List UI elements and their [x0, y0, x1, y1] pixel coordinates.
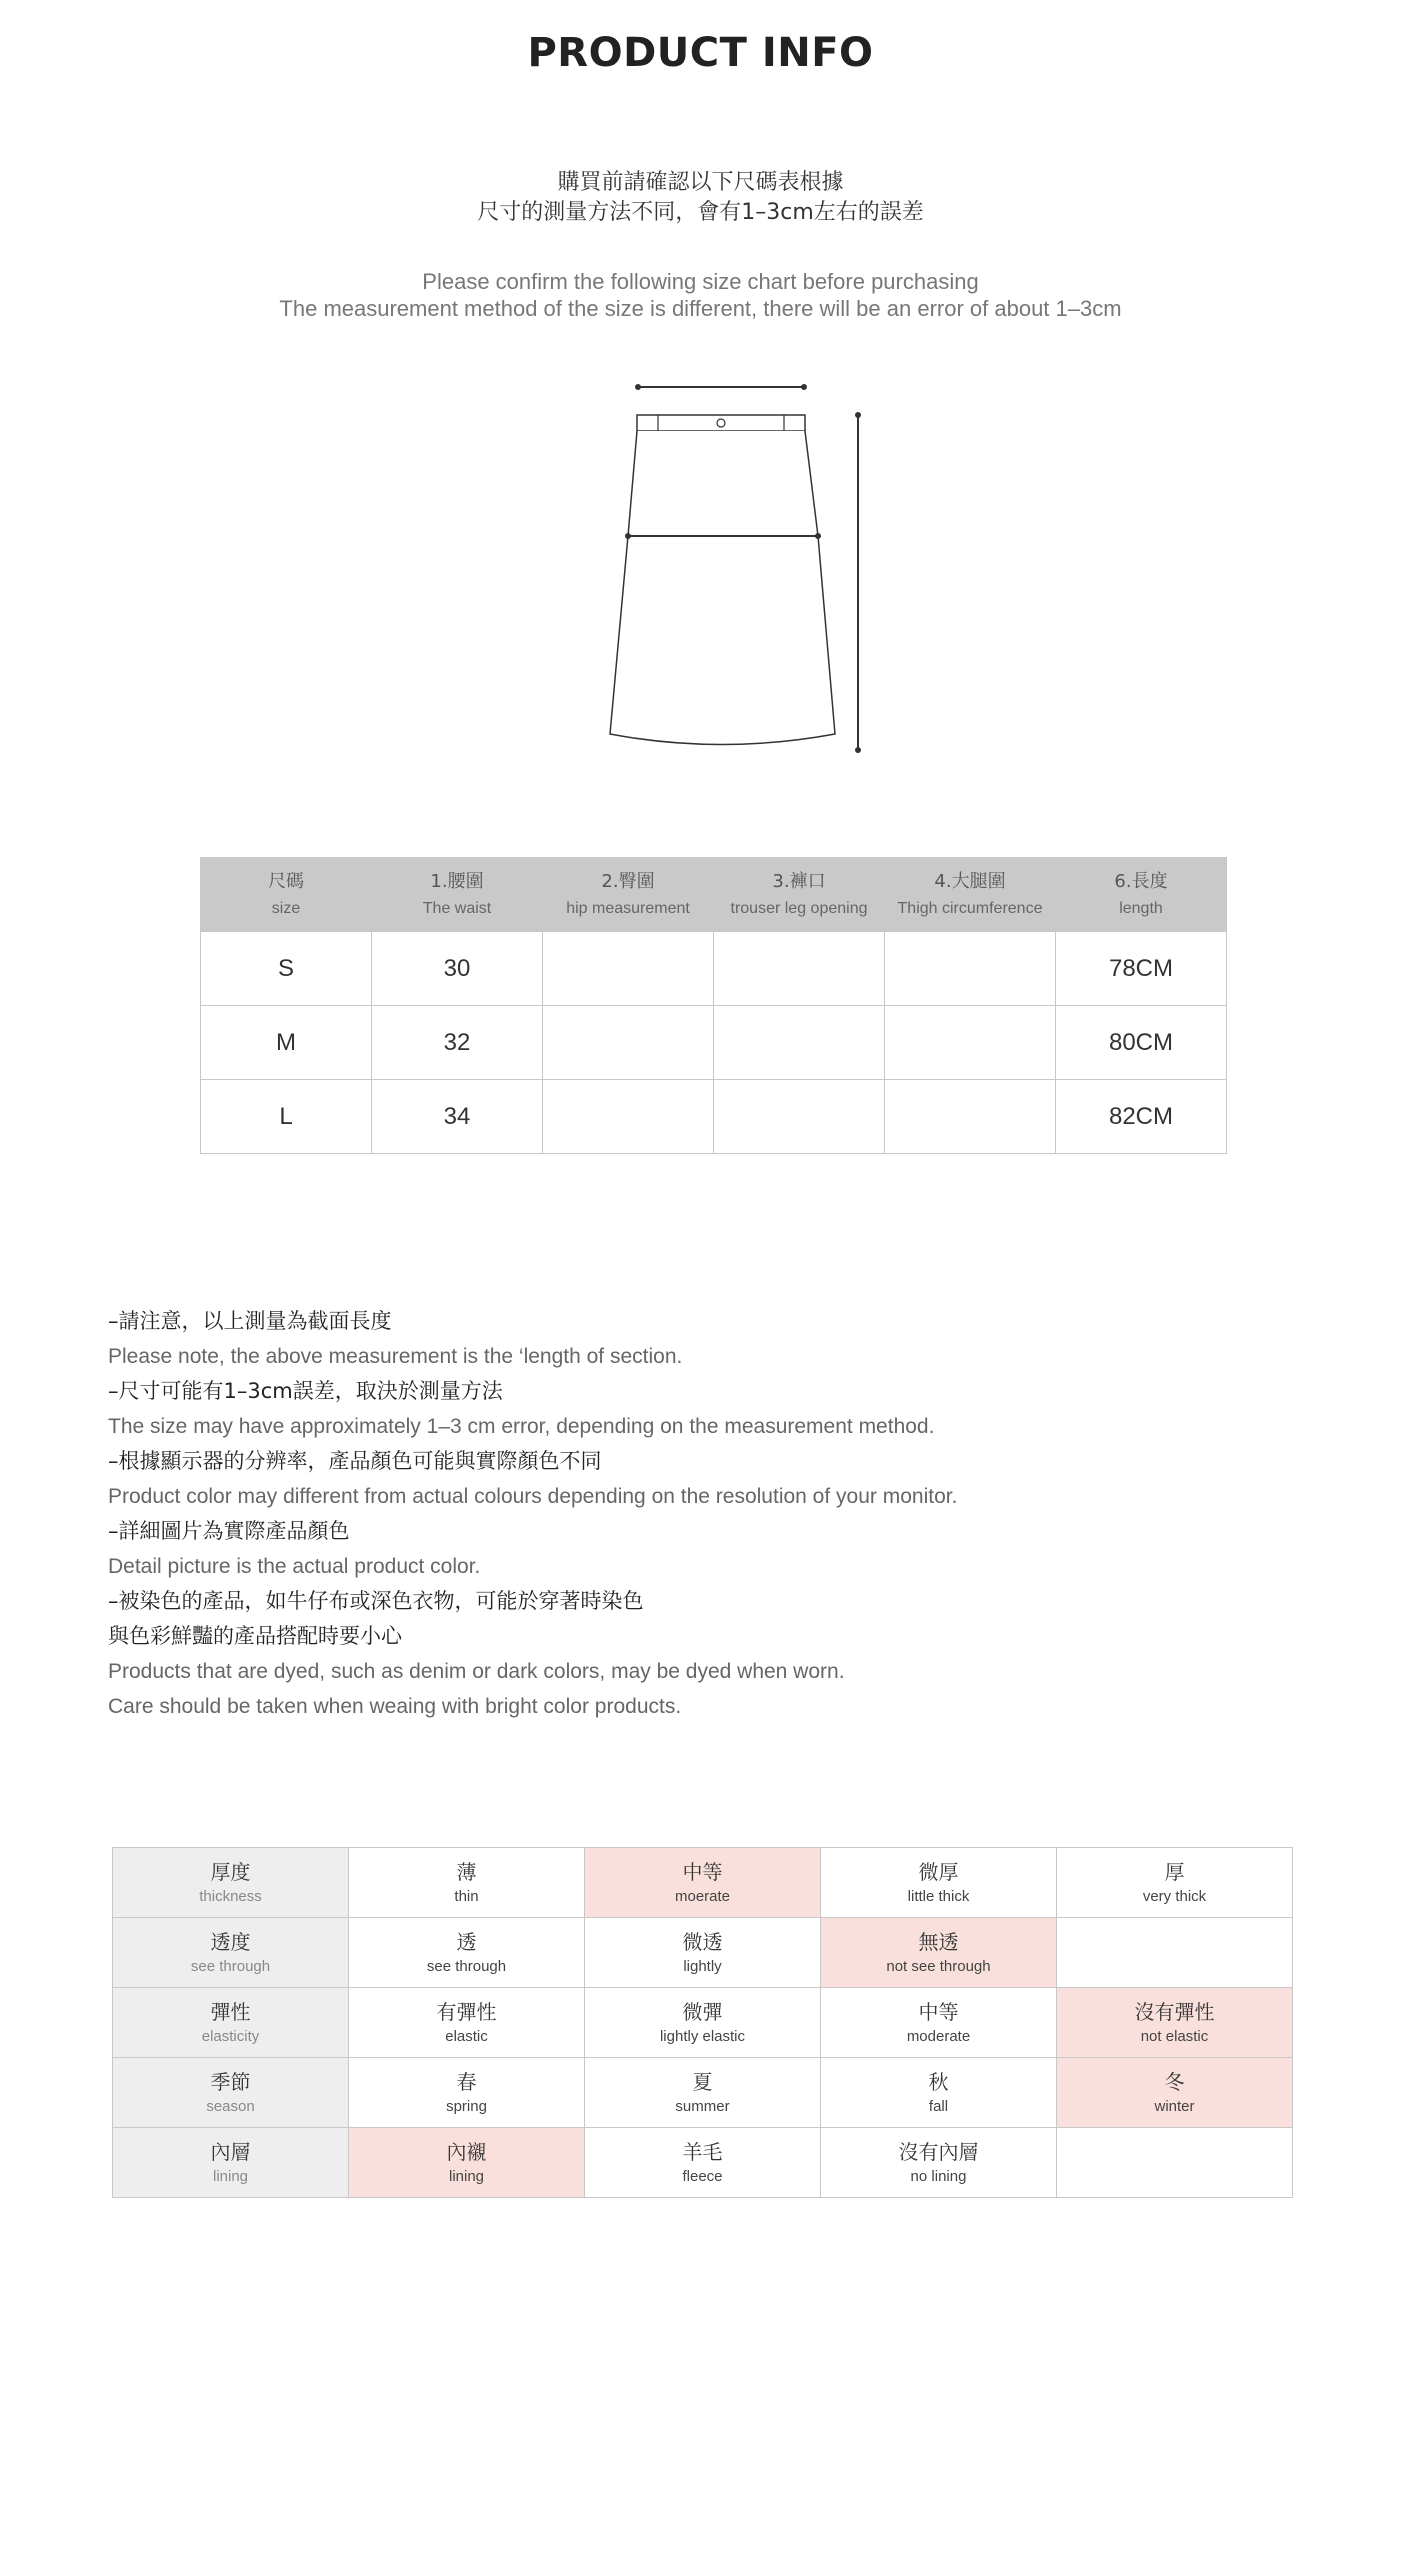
note-line: –根據顯示器的分辨率，產品顏色可能與實際顏色不同 — [108, 1449, 602, 1473]
property-option-zh: 秋 — [928, 2069, 949, 2094]
property-option-zh: 冬 — [1164, 2069, 1185, 2094]
header-zh: 2.臀圍 — [601, 870, 655, 892]
property-option-zh: 微彈 — [682, 1999, 723, 2024]
intro-en-line-2: The measurement method of the size is different, there will be an error of about 1–3cm — [279, 296, 1122, 321]
care-notes — [108, 1304, 1288, 1724]
property-option-zh: 內襯 — [446, 2139, 487, 2164]
hip-cell — [543, 1006, 714, 1080]
property-option — [585, 1918, 821, 1988]
property-option-zh: 羊毛 — [682, 2139, 723, 2164]
header-en: Thigh circumference — [897, 899, 1043, 917]
property-label — [113, 2128, 349, 2198]
property-option-zh: 微透 — [682, 1929, 723, 1954]
property-option-zh: 中等 — [918, 1999, 959, 2024]
property-option — [349, 1988, 585, 2058]
property-option-zh: 沒有內層 — [898, 2139, 979, 2164]
property-option-zh: 厚 — [1164, 1859, 1185, 1884]
header-zh: 4.大腿圍 — [934, 870, 1006, 892]
property-option-zh: 夏 — [692, 2069, 713, 2094]
property-option-selected — [1057, 2058, 1293, 2128]
size-cell: L — [201, 1080, 372, 1154]
property-option-zh: 有彈性 — [436, 1999, 497, 2024]
waist-cell: 34 — [372, 1080, 543, 1154]
note-line: –尺寸可能有1–3cm誤差，取決於測量方法 — [108, 1379, 503, 1403]
property-row — [113, 1848, 1293, 1918]
length-cell: 80CM — [1056, 1006, 1227, 1080]
page-title: PRODUCT INFO — [527, 30, 874, 76]
size-chart-table — [200, 857, 1227, 1154]
note-line: Care should be taken when weaing with bright color products. — [108, 1695, 682, 1718]
property-row — [113, 2128, 1293, 2198]
header-en: The waist — [422, 899, 492, 917]
header-zh: 1.腰圍 — [430, 870, 484, 892]
header-en: size — [271, 899, 301, 917]
hip-cell — [543, 932, 714, 1006]
property-option-en: not elastic — [1140, 2027, 1209, 2045]
property-option-en: see through — [426, 1957, 507, 1975]
property-label-en: season — [206, 2097, 255, 2115]
header-length — [1056, 858, 1227, 932]
size-row-m — [201, 1006, 1227, 1080]
property-label-zh: 透度 — [210, 1929, 251, 1954]
intro-chinese — [0, 168, 1401, 228]
property-label-en: elasticity — [201, 2027, 260, 2045]
property-label — [113, 2058, 349, 2128]
property-option-en: moderate — [906, 2027, 971, 2045]
property-option-en: summer — [675, 2097, 730, 2115]
intro-en-line-1: Please confirm the following size chart before purchasing — [422, 269, 979, 294]
header-thigh — [885, 858, 1056, 932]
note-line: Detail picture is the actual product color. — [108, 1555, 481, 1578]
property-option-selected — [585, 1848, 821, 1918]
length-cell: 82CM — [1056, 1080, 1227, 1154]
intro-zh-line-2: 尺寸的測量方法不同，會有1–3cm左右的誤差 — [477, 200, 924, 225]
property-label-zh: 內層 — [210, 2139, 251, 2164]
property-option — [349, 1918, 585, 1988]
property-label — [113, 1848, 349, 1918]
thigh-cell — [885, 932, 1056, 1006]
note-line: 與色彩鮮豔的產品搭配時要小心 — [108, 1624, 402, 1648]
property-option-selected — [821, 1918, 1057, 1988]
property-option-en: very thick — [1142, 1887, 1207, 1905]
header-leg-opening — [714, 858, 885, 932]
property-option — [349, 1848, 585, 1918]
property-label-en: thickness — [199, 1887, 262, 1905]
header-en: hip measurement — [566, 899, 690, 917]
fabric-properties-table — [112, 1847, 1293, 2198]
property-option-zh: 中等 — [682, 1859, 723, 1884]
length-cell: 78CM — [1056, 932, 1227, 1006]
property-option-zh: 春 — [456, 2069, 477, 2094]
property-option-en: not see through — [886, 1957, 991, 1975]
property-option-zh: 薄 — [456, 1859, 477, 1884]
property-option — [1057, 2128, 1293, 2198]
property-option-en: thin — [454, 1887, 479, 1905]
waist-cell: 32 — [372, 1006, 543, 1080]
property-row — [113, 2058, 1293, 2128]
header-en: trouser leg opening — [730, 899, 868, 917]
property-option-selected — [349, 2128, 585, 2198]
property-option-en: no lining — [910, 2167, 967, 2185]
property-option-en: lightly — [683, 1957, 722, 1975]
property-label — [113, 1988, 349, 2058]
property-option-en: fleece — [682, 2167, 723, 2185]
leg-opening-cell — [714, 1006, 885, 1080]
hip-cell — [543, 1080, 714, 1154]
header-zh: 6.長度 — [1114, 870, 1168, 892]
note-line: Product color may different from actual colours depending on the resolution of your monitor. — [108, 1485, 958, 1508]
property-option — [821, 2058, 1057, 2128]
size-cell: M — [201, 1006, 372, 1080]
property-label-en: see through — [190, 1957, 271, 1975]
property-option — [585, 2058, 821, 2128]
header-zh: 3.褲口 — [772, 870, 826, 892]
size-row-l — [201, 1080, 1227, 1154]
header-en: length — [1119, 899, 1163, 917]
waist-cell: 30 — [372, 932, 543, 1006]
note-line: –詳細圖片為實際產品顏色 — [108, 1519, 350, 1543]
leg-opening-cell — [714, 1080, 885, 1154]
thigh-cell — [885, 1080, 1056, 1154]
property-option-en: elastic — [445, 2027, 488, 2045]
header-waist — [372, 858, 543, 932]
property-option-zh: 微厚 — [918, 1859, 959, 1884]
property-option-zh: 透 — [456, 1929, 477, 1954]
property-option-selected — [1057, 1988, 1293, 2058]
leg-opening-cell — [714, 932, 885, 1006]
property-row — [113, 1918, 1293, 1988]
property-option — [821, 2128, 1057, 2198]
note-line: –請注意，以上測量為截面長度 — [108, 1309, 392, 1333]
property-option — [585, 2128, 821, 2198]
property-label-zh: 季節 — [210, 2069, 251, 2094]
property-option-en: moerate — [674, 1887, 731, 1905]
size-row-s — [201, 932, 1227, 1006]
header-size — [201, 858, 372, 932]
property-option-en: fall — [928, 2097, 949, 2115]
intro-zh-line-1: 購買前請確認以下尺碼表根據 — [557, 170, 844, 195]
property-label-zh: 厚度 — [210, 1859, 251, 1884]
note-line: Products that are dyed, such as denim or dark colors, may be dyed when worn. — [108, 1660, 845, 1683]
property-option-en: lining — [448, 2167, 485, 2185]
property-option — [349, 2058, 585, 2128]
header-zh: 尺碼 — [268, 870, 304, 892]
size-cell: S — [201, 932, 372, 1006]
property-label — [113, 1918, 349, 1988]
property-option — [585, 1988, 821, 2058]
property-option-en: winter — [1154, 2097, 1195, 2115]
size-chart-header-row — [201, 858, 1227, 932]
property-option — [1057, 1918, 1293, 1988]
note-line: The size may have approximately 1–3 cm error, depending on the measurement method. — [108, 1415, 935, 1438]
property-option-en: spring — [446, 2097, 487, 2115]
property-option-en: lightly elastic — [659, 2027, 746, 2045]
property-option-en: little thick — [907, 1887, 970, 1905]
property-label-zh: 彈性 — [210, 1999, 251, 2024]
property-option — [821, 1988, 1057, 2058]
property-label-en: lining — [212, 2167, 249, 2185]
property-option-zh: 無透 — [918, 1929, 959, 1954]
thigh-cell — [885, 1006, 1056, 1080]
note-line: –被染色的產品，如牛仔布或深色衣物，可能於穿著時染色 — [108, 1589, 644, 1613]
property-option — [1057, 1848, 1293, 1918]
header-hip — [543, 858, 714, 932]
intro-english — [0, 268, 1401, 322]
note-line: Please note, the above measurement is the ‘length of section. — [108, 1345, 683, 1368]
skirt-measurement-diagram-icon — [590, 370, 880, 770]
property-option — [821, 1848, 1057, 1918]
property-row — [113, 1988, 1293, 2058]
property-option-zh: 沒有彈性 — [1134, 1999, 1215, 2024]
